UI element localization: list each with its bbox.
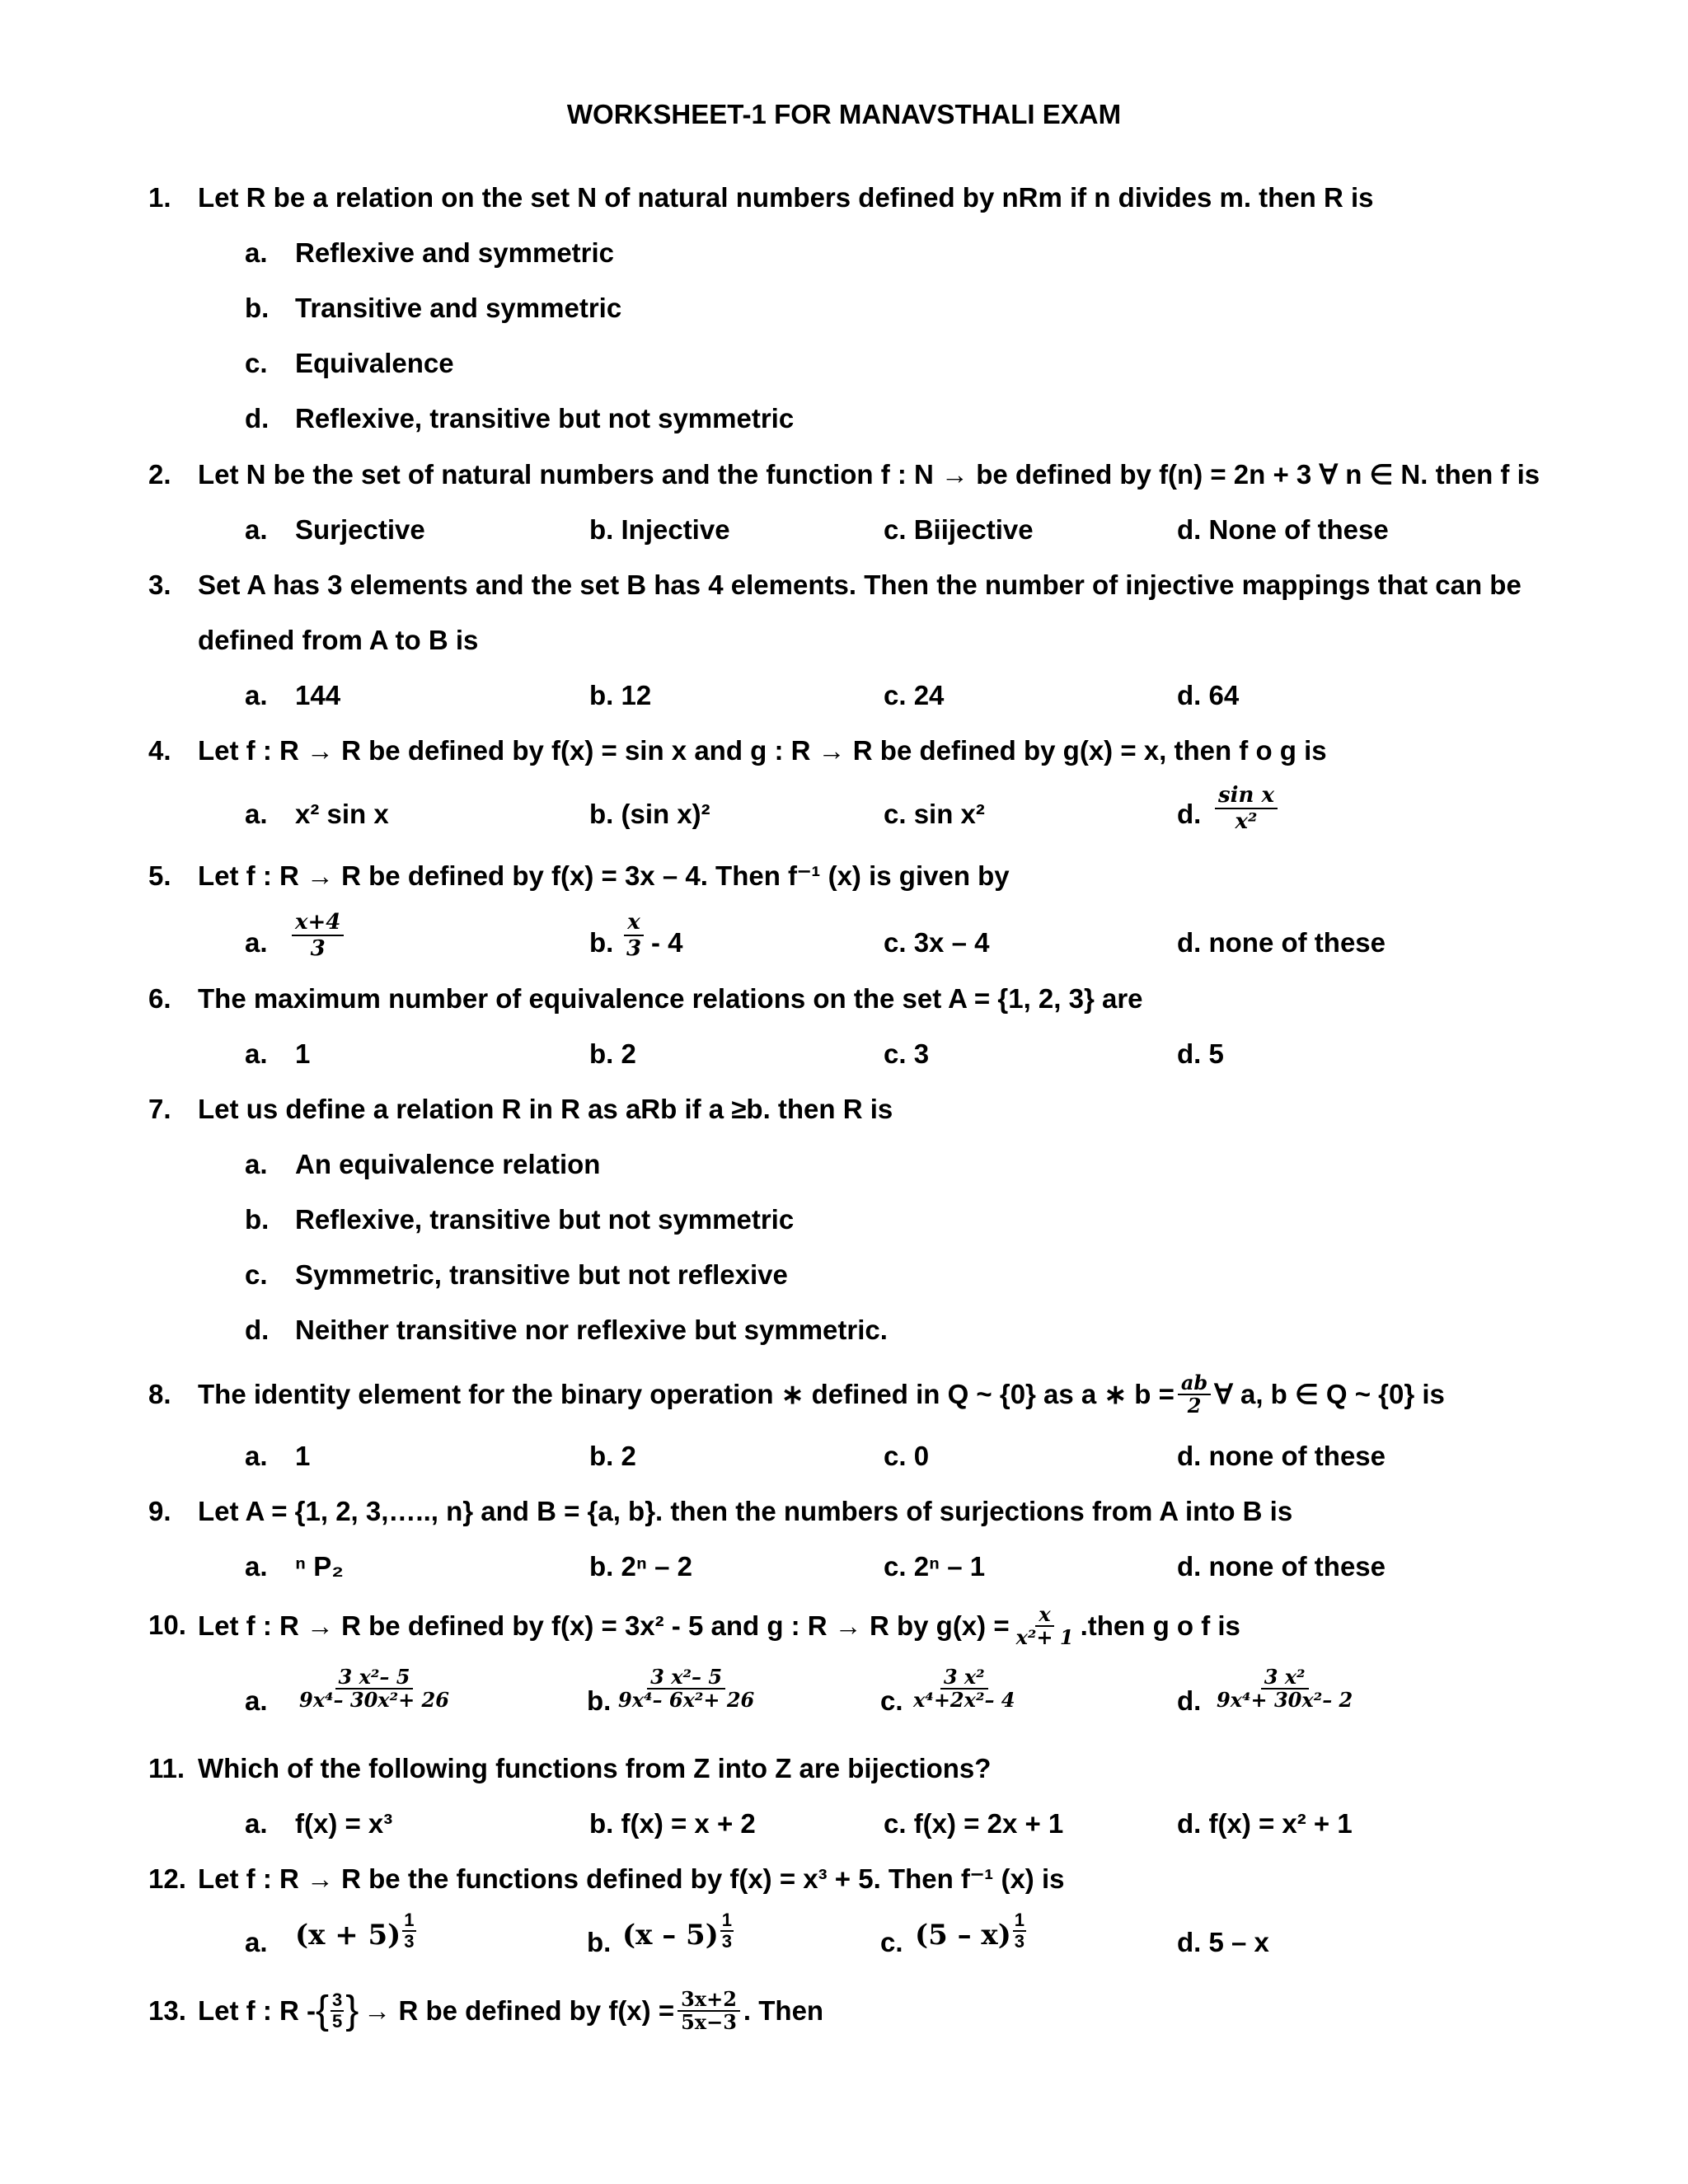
q7-option-b-letter: b. bbox=[245, 1204, 270, 1235]
q10-option-c-denominator: x⁴+2x²– 4 bbox=[913, 1688, 1015, 1712]
q6-text: The maximum number of equivalence relations on the set A = {1, 2, 3} are bbox=[198, 983, 1143, 1014]
q5-option-b-letter: b. bbox=[589, 927, 614, 958]
q10-option-c-letter: c. bbox=[880, 1685, 903, 1716]
q10-text bbox=[198, 1595, 1240, 1657]
q10-option-a-letter: a. bbox=[245, 1685, 268, 1716]
q6-option-d: d. 5 bbox=[1177, 1038, 1224, 1069]
q8-option-c: c. 0 bbox=[884, 1441, 930, 1471]
q13-text-post: . Then bbox=[743, 1995, 824, 2026]
q12-option-b-expr bbox=[622, 1910, 735, 1960]
q1-option-a-letter: a. bbox=[245, 237, 268, 268]
q5-option-c: c. 3x – 4 bbox=[884, 927, 990, 958]
q11-option-b: b. f(x) = x + 2 bbox=[589, 1808, 756, 1839]
q3-text: Set A has 3 elements and the set B has 4 elements. Then the number of injective mappings that can be bbox=[198, 569, 1522, 600]
q8-option-a-letter: a. bbox=[245, 1441, 268, 1471]
q1-text: Let R be a relation on the set N of natural numbers defined by nRm if n divides m. then R is bbox=[198, 182, 1374, 213]
q11-number: 11. bbox=[148, 1753, 185, 1783]
q13-left-brace: { bbox=[315, 1989, 330, 2032]
q10-option-d-numerator: 3 x² bbox=[1261, 1666, 1309, 1690]
q4-option-d-frac bbox=[1215, 783, 1278, 834]
q10-option-a-denominator: 9x⁴– 30x²+ 26 bbox=[299, 1688, 449, 1712]
page-title: WORKSHEET-1 FOR MANAVSTHALI EXAM bbox=[566, 99, 1122, 129]
q2-text: Let N be the set of natural numbers and the function f : N → be defined by f(n) = 2n + 3 ∀ n ∈ N. then f is bbox=[198, 459, 1540, 490]
q8-option-b: b. 2 bbox=[589, 1441, 636, 1471]
q10-option-b-frac bbox=[615, 1666, 757, 1711]
q7-option-c-letter: c. bbox=[245, 1259, 268, 1290]
q11-option-a: f(x) = x³ bbox=[295, 1808, 393, 1839]
q10-option-c-numerator: 3 x² bbox=[940, 1666, 988, 1690]
q13-excluded-denominator: 5 bbox=[332, 2011, 343, 2032]
q10-option-b-letter: b. bbox=[587, 1685, 612, 1716]
q4-option-d-fraction bbox=[1212, 783, 1281, 834]
q10-fraction bbox=[1013, 1604, 1077, 1648]
q10-option-a-fraction bbox=[293, 1666, 456, 1711]
q13-text bbox=[198, 1978, 823, 2044]
q10-fraction-numerator: x bbox=[1035, 1604, 1053, 1627]
q7-option-a-letter: a. bbox=[245, 1149, 268, 1179]
q5-option-a-fraction bbox=[288, 910, 347, 961]
q12-option-a-exp-num: 1 bbox=[404, 1910, 415, 1930]
q5-option-b-tail: - 4 bbox=[651, 927, 683, 958]
q2-option-d: d. None of these bbox=[1177, 514, 1389, 545]
q5-option-d: d. none of these bbox=[1177, 927, 1386, 958]
q10-option-c-frac bbox=[910, 1666, 1019, 1711]
q13-fraction-denominator: 5x−3 bbox=[681, 2010, 737, 2034]
q13-text-pre: Let f : R - bbox=[198, 1995, 316, 2026]
q12-option-b-exp-num: 1 bbox=[721, 1910, 733, 1930]
q5-option-a-letter: a. bbox=[245, 927, 268, 958]
q8-number: 8. bbox=[148, 1379, 171, 1409]
q13-excluded-numerator: 3 bbox=[332, 1990, 343, 2010]
q7-text: Let us define a relation R in R as aRb if a ≥b. then R is bbox=[198, 1094, 893, 1124]
q12-option-c: (5 – x) bbox=[915, 1919, 1011, 1952]
q5-option-b-fraction bbox=[620, 910, 648, 961]
q9-option-b: b. 2ⁿ – 2 bbox=[589, 1551, 692, 1582]
q10-number: 10. bbox=[148, 1610, 186, 1640]
q10-text-pre: Let f : R → R be defined by f(x) = 3x² - 5 and g : R → R by g(x) = bbox=[198, 1610, 1010, 1641]
q6-number: 6. bbox=[148, 983, 171, 1014]
q1-option-c-letter: c. bbox=[245, 348, 268, 378]
q2-option-a-letter: a. bbox=[245, 514, 268, 545]
q4-option-d-numerator: sin x bbox=[1215, 783, 1278, 809]
q12-option-c-expr bbox=[915, 1910, 1028, 1960]
q10-option-d-fraction bbox=[1210, 1666, 1359, 1711]
q3-text-continued: defined from A to B is bbox=[198, 625, 479, 655]
q11-option-c: c. f(x) = 2x + 1 bbox=[884, 1808, 1064, 1839]
q11-option-a-letter: a. bbox=[245, 1808, 268, 1839]
q10-fraction-denominator: x²+ 1 bbox=[1015, 1625, 1074, 1649]
q10-option-d-denominator: 9x⁴+ 30x²– 2 bbox=[1217, 1688, 1353, 1712]
q4-option-d-letter: d. bbox=[1177, 799, 1202, 829]
q5-option-a-denominator: 3 bbox=[310, 936, 326, 961]
q1-option-b: Transitive and symmetric bbox=[295, 293, 622, 323]
q3-option-a: 144 bbox=[295, 680, 341, 710]
q12-option-a-expr bbox=[295, 1910, 418, 1960]
q6-option-a-letter: a. bbox=[245, 1038, 268, 1069]
q5-option-b-frac bbox=[623, 910, 645, 961]
q12-option-c-exp-den: 3 bbox=[1014, 1931, 1025, 1952]
q3-option-a-letter: a. bbox=[245, 680, 268, 710]
q7-option-b: Reflexive, transitive but not symmetric bbox=[295, 1204, 795, 1235]
q10-option-b-denominator: 9x⁴– 6x²+ 26 bbox=[618, 1688, 755, 1712]
q2-number: 2. bbox=[148, 459, 171, 490]
q4-option-a: x² sin x bbox=[295, 799, 389, 829]
q5-option-a-numerator: x+4 bbox=[292, 910, 344, 936]
q2-option-b: b. Injective bbox=[589, 514, 730, 545]
q8-text bbox=[198, 1363, 1445, 1426]
q12-option-b: (x – 5) bbox=[622, 1919, 719, 1952]
q1-option-a: Reflexive and symmetric bbox=[295, 237, 615, 268]
q10-option-b-numerator: 3 x²– 5 bbox=[647, 1666, 725, 1690]
q12-option-d: d. 5 – x bbox=[1177, 1927, 1269, 1957]
q5-number: 5. bbox=[148, 860, 171, 891]
q2-option-c: c. Biijective bbox=[884, 514, 1034, 545]
q10-option-d-frac bbox=[1213, 1666, 1356, 1711]
q8-text-post: ∀ a, b ∈ Q ~ {0} is bbox=[1214, 1379, 1445, 1409]
q1-option-c: Equivalence bbox=[295, 348, 454, 378]
q6-option-b: b. 2 bbox=[589, 1038, 636, 1069]
q10-option-a-frac bbox=[296, 1666, 452, 1711]
q5-text: Let f : R → R be defined by f(x) = 3x – 4. Then f⁻¹ (x) is given by bbox=[198, 860, 1010, 891]
q9-option-d: d. none of these bbox=[1177, 1551, 1386, 1582]
q8-fraction bbox=[1178, 1372, 1211, 1417]
q1-option-d-letter: d. bbox=[245, 403, 270, 434]
q3-option-c: c. 24 bbox=[884, 680, 945, 710]
q3-option-d: d. 64 bbox=[1177, 680, 1240, 710]
q13-text-mid: → R be defined by f(x) = bbox=[363, 1995, 675, 2026]
q6-option-a: 1 bbox=[295, 1038, 311, 1069]
q4-option-a-letter: a. bbox=[245, 799, 268, 829]
q12-option-b-exp-den: 3 bbox=[721, 1931, 733, 1952]
q3-number: 3. bbox=[148, 569, 171, 600]
q5-option-b-denominator: 3 bbox=[626, 936, 642, 961]
q7-option-c: Symmetric, transitive but not reflexive bbox=[295, 1259, 788, 1290]
q7-option-d: Neither transitive nor reflexive but symmetric. bbox=[295, 1315, 888, 1345]
q4-text: Let f : R → R be defined by f(x) = sin x and g : R → R be defined by g(x) = x, then f o g is bbox=[198, 735, 1327, 766]
q4-option-d-denominator: x² bbox=[1235, 809, 1258, 834]
q13-right-brace: } bbox=[345, 1989, 359, 2032]
q12-option-b-letter: b. bbox=[587, 1927, 612, 1957]
q12-option-a-letter: a. bbox=[245, 1927, 268, 1957]
q12-option-a-exponent bbox=[402, 1910, 415, 1952]
q8-fraction-numerator: ab bbox=[1178, 1372, 1211, 1395]
q12-option-a: (x + 5) bbox=[295, 1919, 401, 1952]
q12-option-b-exponent bbox=[720, 1910, 734, 1952]
q3-option-b: b. 12 bbox=[589, 680, 652, 710]
q9-number: 9. bbox=[148, 1496, 171, 1526]
q6-option-c: c. 3 bbox=[884, 1038, 930, 1069]
q12-option-c-exponent bbox=[1013, 1910, 1026, 1952]
q4-number: 4. bbox=[148, 735, 171, 766]
q7-number: 7. bbox=[148, 1094, 171, 1124]
q8-option-d: d. none of these bbox=[1177, 1441, 1386, 1471]
q8-text-pre: The identity element for the binary operation ∗ defined in Q ~ {0} as a ∗ b = bbox=[198, 1379, 1175, 1409]
q10-option-a-numerator: 3 x²– 5 bbox=[335, 1666, 414, 1690]
q13-fraction-numerator: 3x+2 bbox=[678, 1989, 740, 2012]
q5-option-a-frac bbox=[292, 910, 344, 961]
q8-fraction-denominator: 2 bbox=[1187, 1394, 1202, 1418]
q9-text: Let A = {1, 2, 3,….., n} and B = {a, b}. then the numbers of surjections from A into B is bbox=[198, 1496, 1293, 1526]
q12-option-a-exp-den: 3 bbox=[404, 1931, 415, 1952]
q10-option-b-fraction bbox=[612, 1666, 761, 1711]
q11-text: Which of the following functions from Z into Z are bijections? bbox=[198, 1753, 992, 1783]
q11-option-d: d. f(x) = x² + 1 bbox=[1177, 1808, 1353, 1839]
q4-option-b: b. (sin x)² bbox=[589, 799, 710, 829]
q1-option-b-letter: b. bbox=[245, 293, 270, 323]
q12-text: Let f : R → R be the functions defined by f(x) = x³ + 5. Then f⁻¹ (x) is bbox=[198, 1863, 1065, 1894]
q13-fraction bbox=[678, 1989, 740, 2033]
q9-option-c: c. 2ⁿ – 1 bbox=[884, 1551, 986, 1582]
q10-text-post: .then g o f is bbox=[1080, 1610, 1240, 1641]
q2-option-a: Surjective bbox=[295, 514, 425, 545]
q7-option-d-letter: d. bbox=[245, 1315, 270, 1345]
q13-number: 13. bbox=[148, 1995, 186, 2026]
q10-option-d-letter: d. bbox=[1177, 1685, 1202, 1716]
q8-option-a: 1 bbox=[295, 1441, 311, 1471]
q9-option-a: ⁿ P₂ bbox=[295, 1551, 344, 1582]
q12-number: 12. bbox=[148, 1863, 186, 1894]
q1-option-d: Reflexive, transitive but not symmetric bbox=[295, 403, 795, 434]
q12-option-c-exp-num: 1 bbox=[1014, 1910, 1025, 1930]
q4-option-c: c. sin x² bbox=[884, 799, 985, 829]
q9-option-a-letter: a. bbox=[245, 1551, 268, 1582]
q10-option-c-fraction bbox=[907, 1666, 1022, 1711]
q5-option-b-numerator: x bbox=[624, 910, 644, 936]
q7-option-a: An equivalence relation bbox=[295, 1149, 601, 1179]
q13-excluded-fraction bbox=[331, 1990, 344, 2032]
q12-option-c-letter: c. bbox=[880, 1927, 903, 1957]
q1-number: 1. bbox=[148, 182, 171, 213]
